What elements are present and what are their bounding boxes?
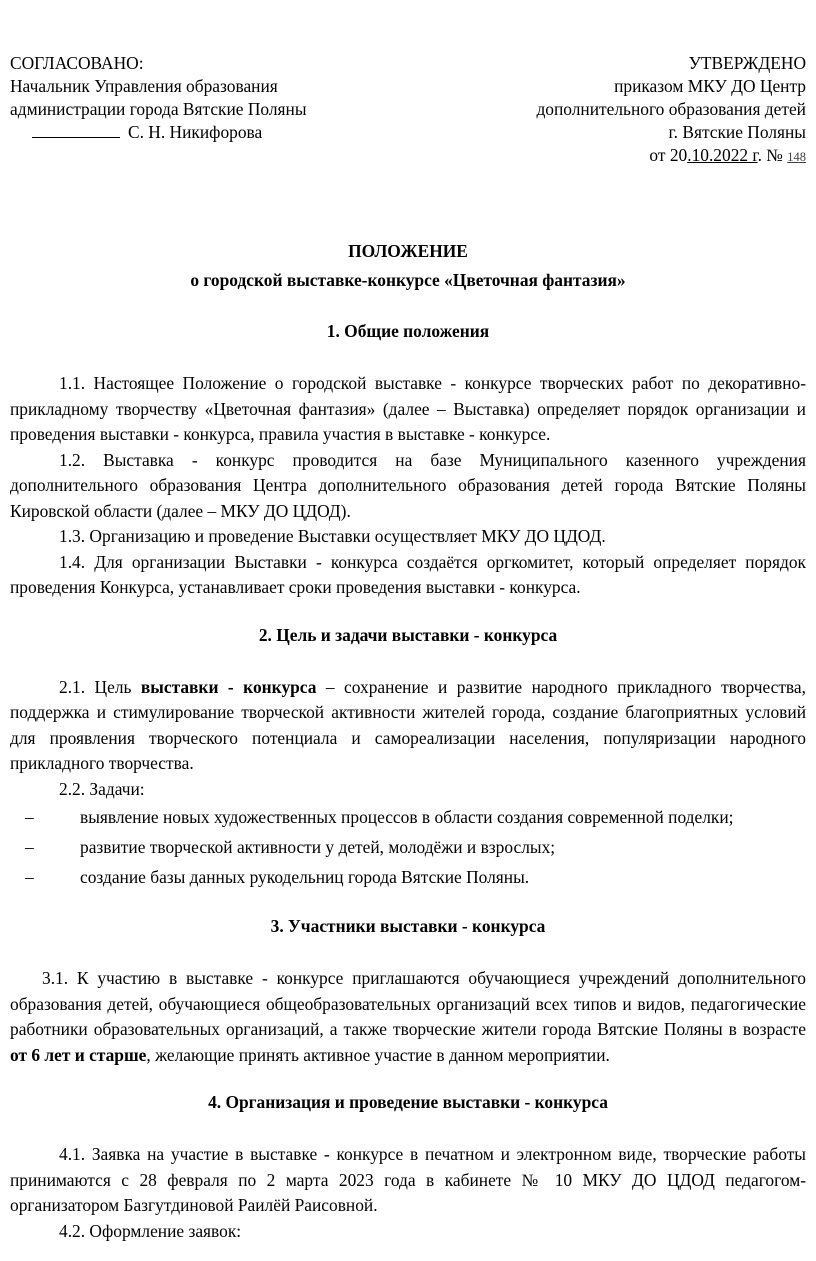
order-number: 148 <box>787 150 806 164</box>
task-text: создание базы данных рукодельниц города Вятские Поляны. <box>80 867 530 887</box>
task-text: развитие творческой активности у детей, молодёжи и взрослых; <box>80 837 556 857</box>
date-prefix: от 20 <box>649 145 688 165</box>
paragraph-2-1-rest: – сохранение и развитие народного прикладного творчества, поддержка и стимулирование творческой активности жителей города, создание благоприятных условий для проявления творческого потенциала и самореализации населения, популяризации народного прикладного творчества. <box>10 676 806 773</box>
paragraph-2-2: 2.2. Задачи: <box>59 778 145 799</box>
approval-block-approved <box>536 52 806 169</box>
bullet-dash: – <box>25 807 34 827</box>
approved-organization: дополнительного образования детей <box>536 99 806 119</box>
task-list-item <box>10 802 806 832</box>
bullet-dash: – <box>25 837 34 857</box>
paragraph-3-1-start: 3.1. К участию в выставке - конкурсе приглашаются обучающиеся учреждений дополнительного образования детей, обучающиеся общеобразовательных организаций всех типов и видов, педагогические работники образовательных организаций, а также творческие жители города Вятские Поляны в возрасте <box>10 968 806 1039</box>
agreed-organization: администрации города Вятские Поляны <box>10 99 307 119</box>
task-list-item <box>10 832 806 862</box>
document-subtitle: о городской выставке-конкурсе «Цветочная фантазия» <box>190 270 626 290</box>
section-4-heading: 4. Организация и проведение выставки - конкурса <box>208 1092 608 1112</box>
document-title: ПОЛОЖЕНИЕ <box>348 241 468 261</box>
paragraph-3-1-bold: от 6 лет и старше <box>10 1044 147 1065</box>
approved-city: г. Вятские Поляны <box>668 122 806 142</box>
agreed-signature-row <box>10 121 307 144</box>
section-1-heading: 1. Общие положения <box>326 321 490 341</box>
agreed-position: Начальник Управления образования <box>10 76 278 96</box>
date-main: .10.2022 г <box>687 145 758 165</box>
approval-block-agreed <box>10 52 307 144</box>
task-list-item <box>10 862 806 892</box>
paragraph-2-1-bold: выставки - конкурса <box>140 676 317 697</box>
paragraph-4-2: 4.2. Оформление заявок: <box>59 1220 242 1241</box>
agreed-label: СОГЛАСОВАНО: <box>10 53 144 73</box>
paragraph-1-1: 1.1. Настоящее Положение о городской выставке - конкурсе творческих работ по декоративно-прикладному творчеству «Цветочная фантазия» (далее – Выставка) определяет порядок организации и проведения выставки - конкурса, правила участия в выставке - конкурсе. <box>10 373 806 444</box>
bullet-dash: – <box>25 867 34 887</box>
paragraph-2-1 <box>10 675 806 777</box>
paragraph-3-1-rest: , желающие принять активное участие в данном мероприятии. <box>146 1044 610 1065</box>
paragraph-1-3: 1.3. Организацию и проведение Выставки осуществляет МКУ ДО ЦДОД. <box>59 526 606 546</box>
signature-line <box>32 122 120 138</box>
document-body <box>10 237 806 1244</box>
agreed-signer: С. Н. Никифорова <box>128 122 263 142</box>
number-label: . № <box>757 145 788 165</box>
paragraph-2-1-start: 2.1. Цель <box>59 676 141 697</box>
paragraph-3-1 <box>10 966 806 1068</box>
approved-order: приказом МКУ ДО Центр <box>614 76 806 96</box>
paragraph-1-2: 1.2. Выставка - конкурс проводится на базе Муниципального казенного учреждения дополнительного образования Центра дополнительного образования детей города Вятские Поляны Кировской области (далее – МКУ ДО ЦДОД). <box>10 449 806 521</box>
approved-date-row <box>536 144 806 169</box>
section-3-heading: 3. Участники выставки - конкурса <box>270 916 546 936</box>
paragraph-4-1: 4.1. Заявка на участие в выставке - конкурсе в печатном и электронном виде, творческие работы принимаются с 28 февраля по 2 марта 2023 года в кабинете № 10 МКУ ДО ЦДОД педагогом-организатором Базгутдиновой Раилёй Раисовной. <box>10 1144 806 1215</box>
section-2-heading: 2. Цель и задачи выставки - конкурса <box>258 624 558 645</box>
paragraph-1-4: 1.4. Для организации Выставки - конкурса создаётся оргкомитет, который определяет порядок проведения Конкурса, устанавливает сроки проведения выставки - конкурса. <box>10 551 806 597</box>
approved-label: УТВЕРЖДЕНО <box>688 53 806 73</box>
task-text: выявление новых художественных процессов в области создания современной поделки; <box>80 807 734 827</box>
